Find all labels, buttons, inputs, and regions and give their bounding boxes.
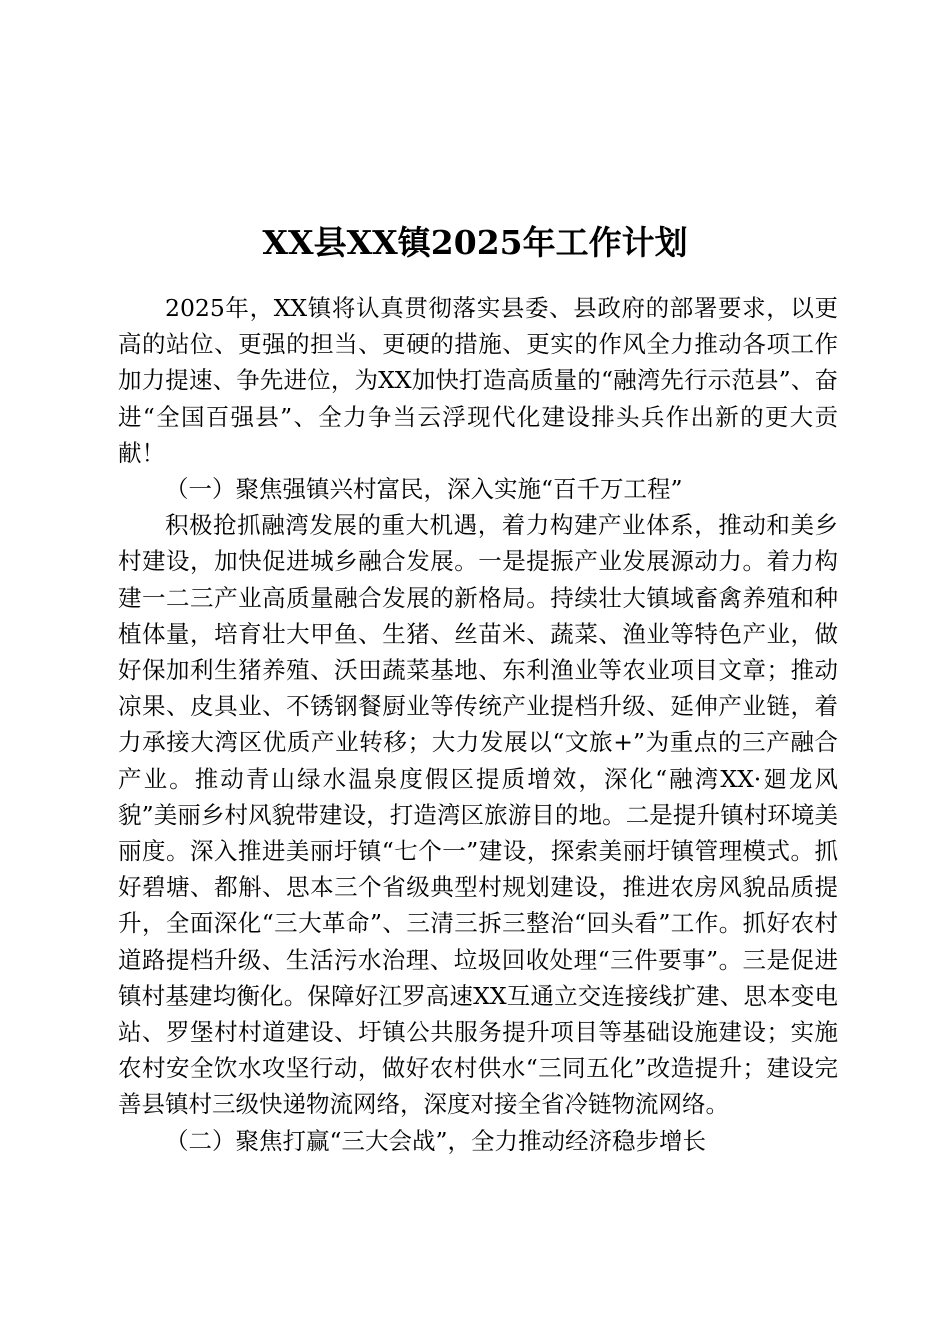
document-title: XX县XX镇2025年工作计划 — [262, 223, 688, 263]
section-1-paragraph: 积极抢抓融湾发展的重大机遇，着力构建产业体系，推动和美乡村建设，加快促进城乡融合发展。一是提振产业发展源动力。着力构建一二三产业高质量融合发展的新格局。持续壮大镇域畜禽养殖和种植体量，培育壮大甲鱼、生猪、丝苗米、蔬菜、渔业等特色产业，做好保加利生猪养殖、沃田蔬菜基地、东利渔业等农业项目文章；推动凉果、皮具业、不锈钢餐厨业等传统产业提档升级、延伸产业链，着力承接大湾区优质产业转移；大力发展以“文旅+”为重点的三产融合产业。推动青山绿水温泉度假区提质增效，深化“融湾XX·廻龙风貌”美丽乡村风貌带建设，打造湾区旅游目的地。二是提升镇村环境美丽度。深入推进美丽圩镇“七个一”建设，探索美丽圩镇管理模式。抓好碧塘、都斛、思本三个省级典型村规划建设，推进农房风貌品质提升，全面深化“三大革命”、三清三拆三整治“回头看”工作。抓好农村道路提档升级、生活污水治理、垃圾回收处理“三件要事”。三是促进镇村基建均衡化。保障好江罗高速XX互通立交连接线扩建、思本变电站、罗堡村村道建设、圩镇公共服务提升项目等基础设施建设；实施农村安全饮水攻坚行动，做好农村供水“三同五化”改造提升；建设完善县镇村三级快递物流网络，深度对接全省冷链物流网络。 — [118, 511, 838, 1119]
section-heading-2: （二）聚焦打赢“三大会战”，全力推动经济稳步增长 — [165, 1126, 707, 1155]
document-body — [118, 290, 838, 1159]
section-heading-1: （一）聚焦强镇兴村富民，深入实施“百千万工程” — [165, 475, 683, 504]
intro-paragraph: 2025年，XX镇将认真贯彻落实县委、县政府的部署要求，以更高的站位、更强的担当、更硬的措施、更实的作风全力推动各项工作加力提速、争先进位，为XX加快打造高质量的“融湾先行示范县”、奋进“全国百强县”、全力争当云浮现代化建设排头兵作出新的更大贡献！ — [118, 294, 838, 467]
